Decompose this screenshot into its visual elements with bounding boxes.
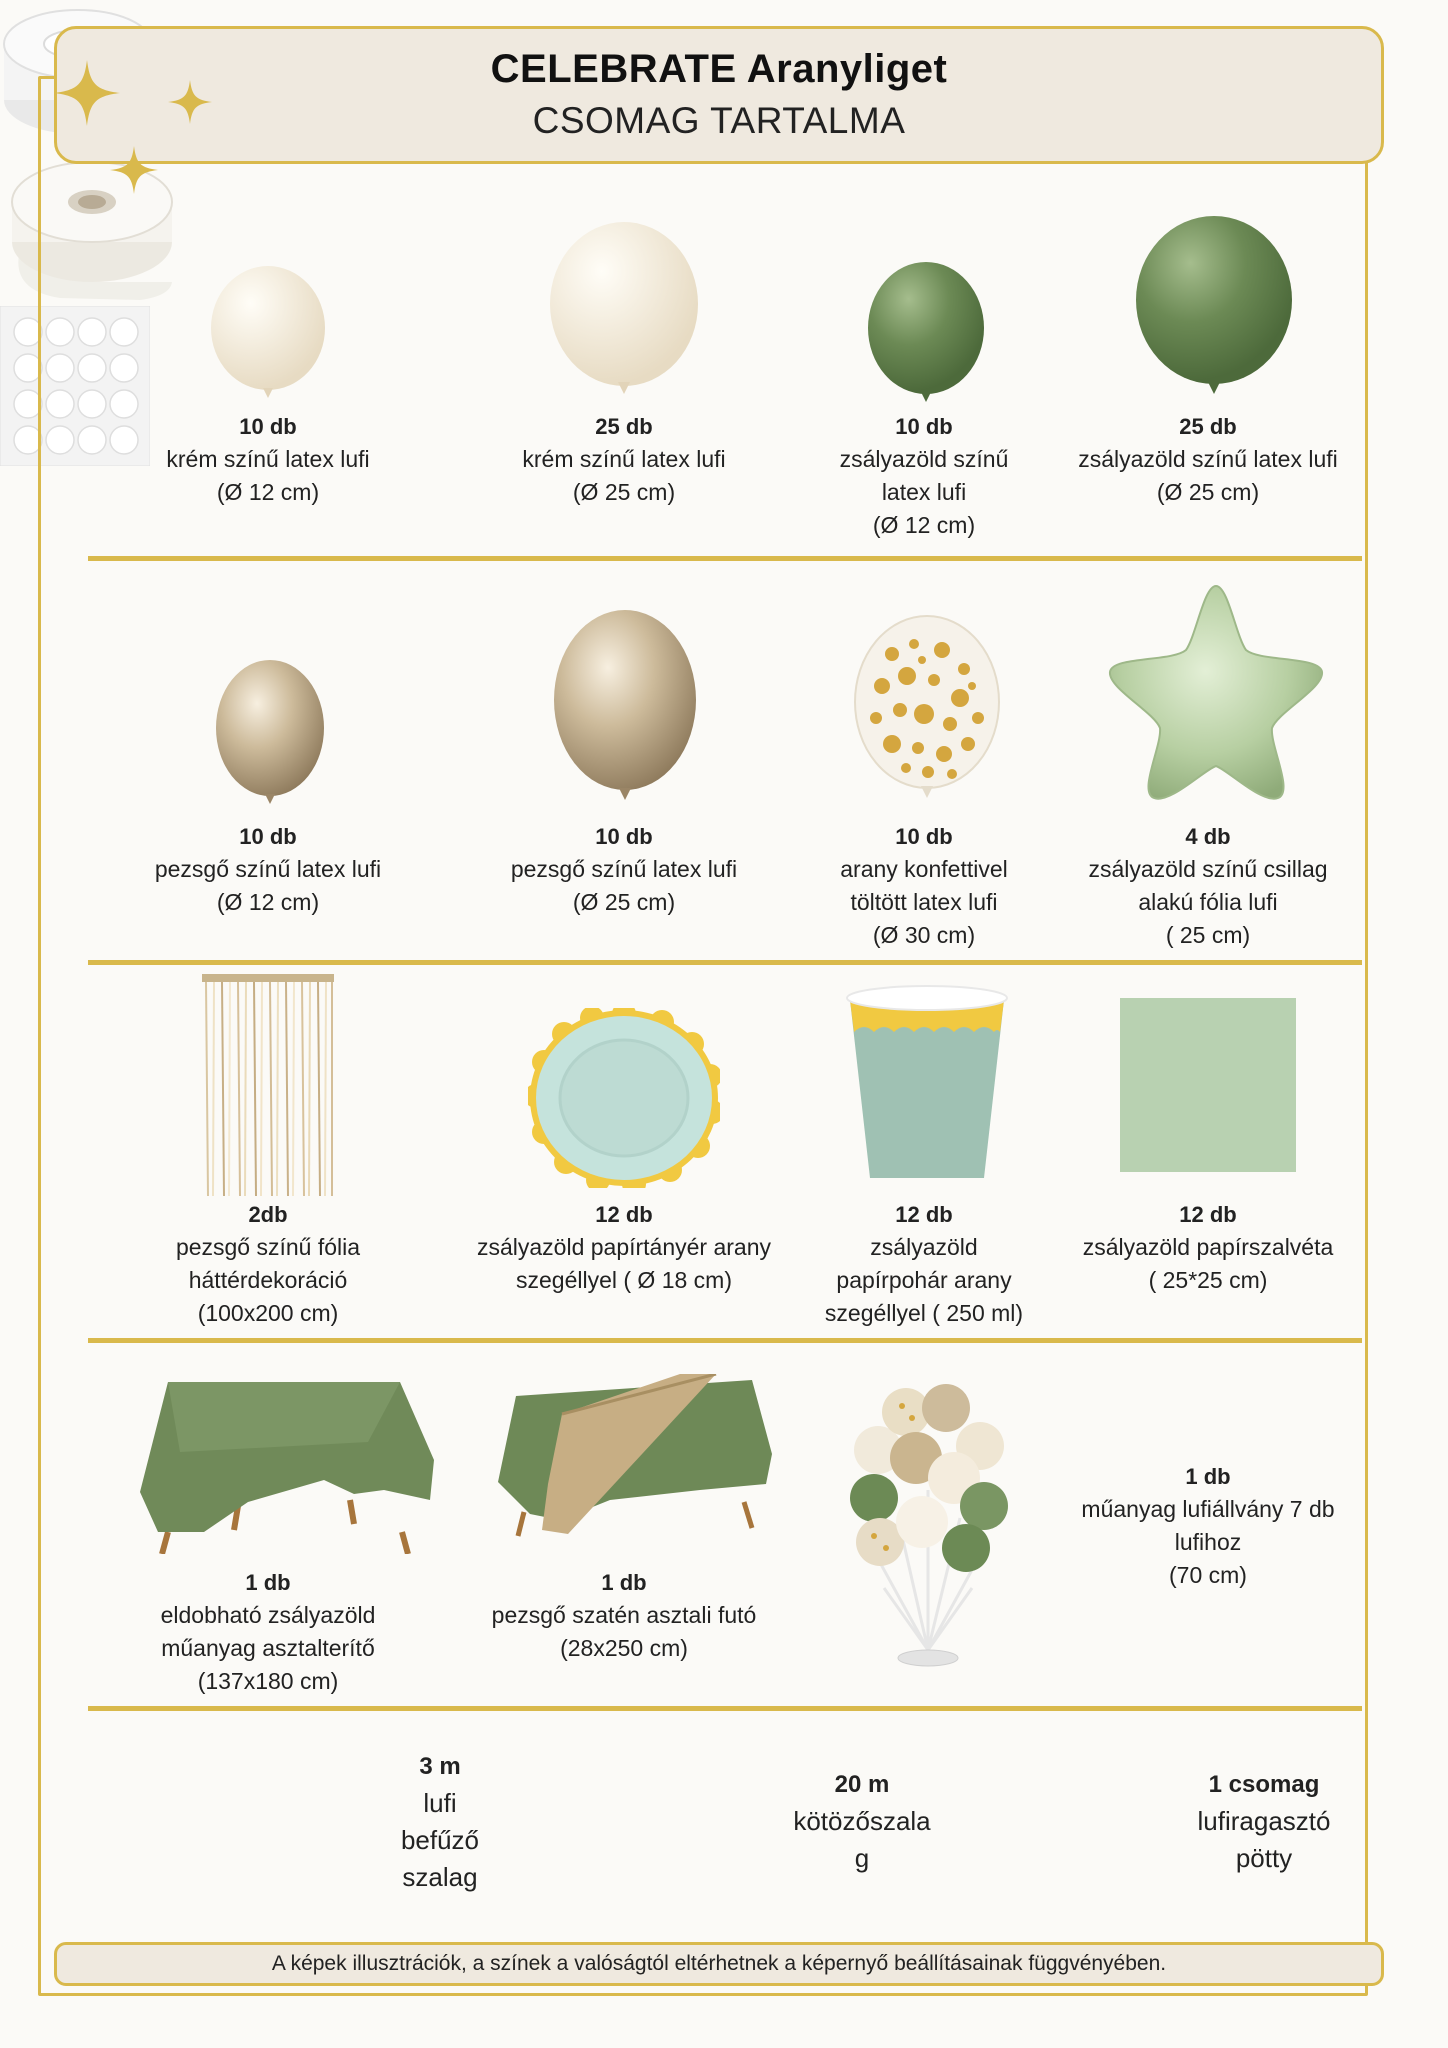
- item-description: műanyag lufiállvány 7 db lufihoz (70 cm): [1081, 1496, 1335, 1588]
- item-card: [774, 984, 1074, 1334]
- item-quantity: 10 db: [895, 414, 953, 439]
- item-quantity: 20 m: [834, 1771, 890, 1798]
- item-description: pezsgő szatén asztali futó (28x250 cm): [491, 1602, 757, 1661]
- page-subtitle: CSOMAG TARTALMA: [532, 100, 906, 141]
- item-description: zsályazöld színű csillag alakú fólia lufi ( 25 cm): [1088, 856, 1328, 948]
- item-description: krém színű latex lufi (Ø 12 cm): [166, 446, 370, 505]
- item-quantity: 10 db: [239, 414, 297, 439]
- item-description: lufi befűző szalag: [400, 1788, 480, 1892]
- item-card: [474, 222, 774, 548]
- section-divider: [88, 1706, 1362, 1711]
- tablecloth-icon: [128, 1382, 440, 1554]
- item-quantity: 1 csomag: [1208, 1771, 1320, 1798]
- item-quantity: 10 db: [595, 824, 653, 849]
- item-card: [118, 1382, 418, 1700]
- foil-curtain-icon: [202, 974, 334, 1196]
- item-card: [118, 660, 418, 952]
- item-quantity: 12 db: [1179, 1202, 1237, 1227]
- item-quantity: 10 db: [895, 824, 953, 849]
- item-quantity: 12 db: [595, 1202, 653, 1227]
- sage-balloon-large-icon: [1134, 216, 1294, 404]
- item-card: [844, 1372, 1014, 1672]
- item-quantity: 2db: [248, 1202, 288, 1227]
- item-card: [764, 1766, 960, 1886]
- item-description: zsályazöld színű latex lufi (Ø 25 cm): [1078, 446, 1338, 505]
- item-card: [118, 258, 418, 548]
- item-description: lufiragasztó pötty: [1197, 1806, 1331, 1873]
- item-description: zsályazöld színű latex lufi (Ø 12 cm): [839, 446, 1009, 538]
- item-quantity: 1 db: [245, 1570, 291, 1595]
- item-description: kötözőszala g: [793, 1806, 931, 1873]
- item-card: [454, 1008, 794, 1334]
- confetti-balloon-icon: [852, 614, 1002, 810]
- item-quantity: 12 db: [895, 1202, 953, 1227]
- paper-plate-icon: [528, 1008, 720, 1188]
- item-description: pezsgő színű latex lufi (Ø 12 cm): [154, 856, 382, 915]
- item-card: [1058, 216, 1358, 548]
- item-card: [474, 1374, 774, 1700]
- item-description: arany konfettivel töltött latex lufi (Ø 30 cm): [840, 856, 1008, 948]
- item-quantity: 4 db: [1185, 824, 1231, 849]
- item-description: pezsgő színű fólia háttérdekoráció (100x200 cm): [175, 1234, 361, 1326]
- footer-disclaimer: A képek illusztrációk, a színek a valóságtól eltérhetnek a képernyő beállításainak függvényében.: [54, 1942, 1384, 1986]
- item-card: [474, 610, 774, 952]
- sage-balloon-small-icon: [866, 262, 986, 410]
- item-description: zsályazöld papírszalvéta ( 25*25 cm): [1082, 1234, 1334, 1293]
- item-description: krém színű latex lufi (Ø 25 cm): [522, 446, 726, 505]
- item-card: [1058, 1460, 1358, 1588]
- item-card: [774, 614, 1074, 952]
- item-quantity: 1 db: [601, 1570, 647, 1595]
- section-divider: [88, 556, 1362, 561]
- table-runner-icon: [490, 1374, 772, 1538]
- section-divider: [88, 960, 1362, 965]
- item-card: [118, 974, 418, 1334]
- page-title: CELEBRATE Aranyliget: [490, 47, 948, 91]
- item-description: zsályazöld papírtányér arany szegéllyel ( Ø 18 cm): [476, 1234, 772, 1293]
- item-description: pezsgő színű latex lufi (Ø 25 cm): [510, 856, 738, 915]
- item-card: [1058, 580, 1358, 952]
- item-description: zsályazöld papírpohár arany szegéllyel ( 250 ml): [824, 1234, 1024, 1326]
- item-card: [1166, 1766, 1362, 1886]
- sparkle-icon: [110, 146, 158, 194]
- item-quantity: 10 db: [239, 824, 297, 849]
- item-quantity: 3 m: [419, 1753, 461, 1780]
- cream-balloon-small-icon: [208, 266, 328, 416]
- section-divider: [88, 1338, 1362, 1343]
- champagne-balloon-large-icon: [552, 610, 698, 810]
- balloon-stand-icon: [844, 1372, 1014, 1672]
- champagne-balloon-small-icon: [214, 660, 326, 812]
- item-card: [360, 1748, 520, 1898]
- star-foil-balloon-icon: [1106, 580, 1326, 806]
- item-quantity: 1 db: [1185, 1464, 1231, 1489]
- header-banner: [54, 26, 1384, 164]
- item-quantity: 25 db: [1179, 414, 1237, 439]
- item-card: [1058, 998, 1358, 1334]
- napkin-icon: [1120, 998, 1296, 1172]
- item-quantity: 25 db: [595, 414, 653, 439]
- sparkle-icon: [54, 60, 120, 126]
- paper-cup-icon: [844, 984, 1010, 1180]
- sparkle-icon: [168, 80, 212, 124]
- cream-balloon-large-icon: [544, 222, 704, 404]
- item-card: [774, 258, 1074, 548]
- item-description: eldobható zsályazöld műanyag asztalterítő (137x180 cm): [160, 1602, 376, 1694]
